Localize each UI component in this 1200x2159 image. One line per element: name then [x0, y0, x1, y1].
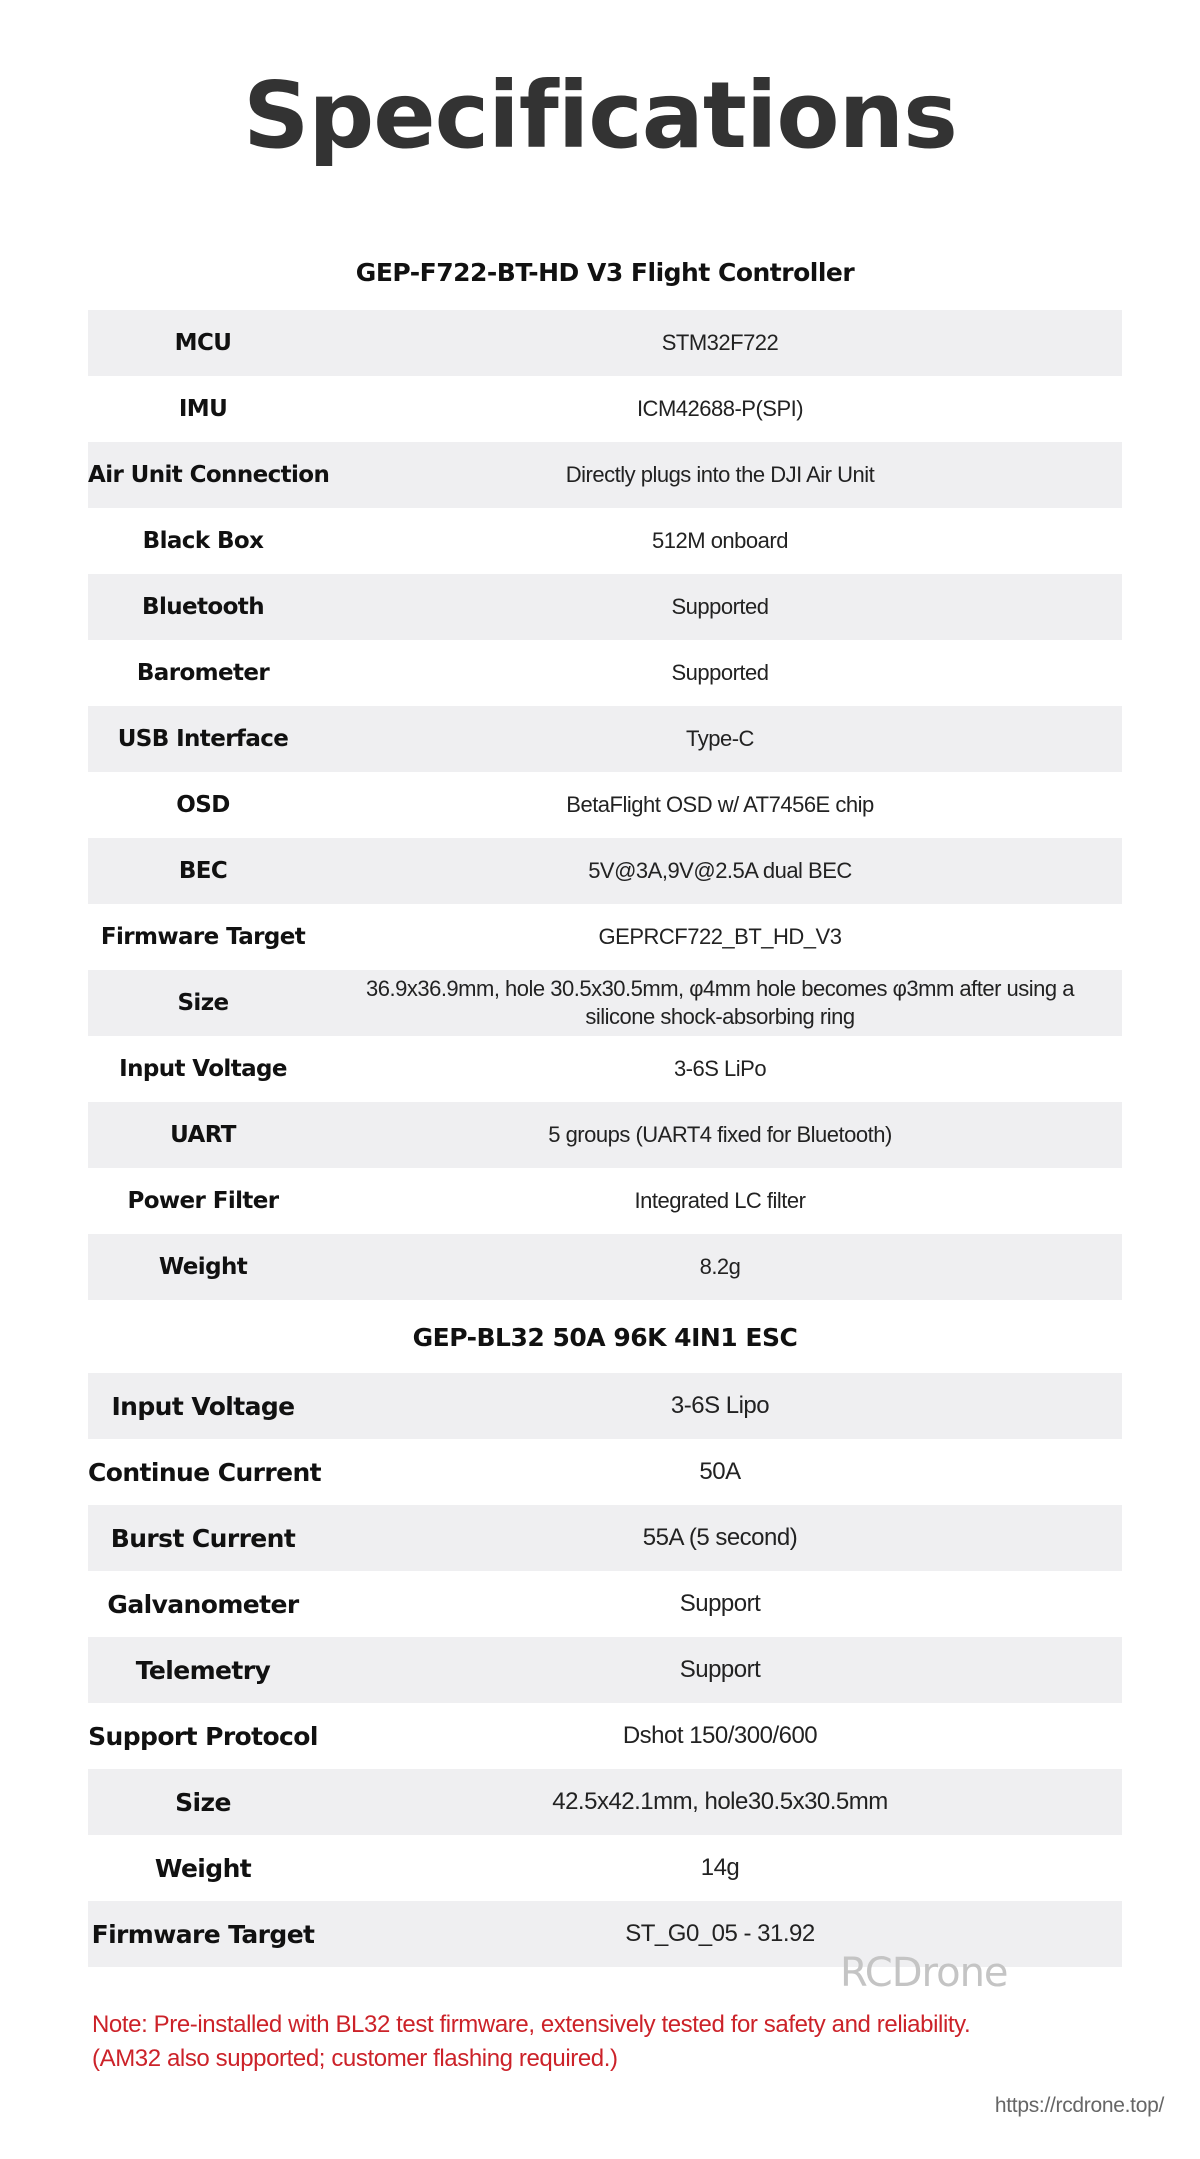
spec-label: BEC — [178, 858, 228, 884]
spec-value: ICM42688-P(SPI) — [636, 396, 804, 421]
spec-value: Integrated LC filter — [634, 1188, 806, 1213]
spec-row — [88, 1036, 1122, 1102]
spec-value: 3-6S LiPo — [673, 1056, 767, 1081]
footer-url[interactable]: https://rcdrone.top/ — [994, 2094, 1164, 2117]
spec-label: UART — [170, 1122, 236, 1148]
spec-row — [88, 772, 1122, 838]
spec-value: GEPRCF722_BT_HD_V3 — [598, 924, 842, 949]
spec-row — [88, 376, 1122, 442]
spec-row — [88, 1102, 1122, 1168]
spec-label: Burst Current — [110, 1523, 296, 1553]
spec-row — [88, 310, 1122, 376]
spec-label: Galvanometer — [107, 1589, 299, 1619]
spec-value: Type-C — [686, 726, 754, 751]
spec-value: 8.2g — [699, 1254, 741, 1279]
note-line: (AM32 also supported; customer flashing required.) — [92, 2045, 618, 2072]
spec-value: Supported — [671, 660, 769, 685]
spec-row — [88, 1234, 1122, 1300]
watermark: RCDrone — [840, 1950, 1008, 1996]
spec-row — [88, 1769, 1122, 1835]
flight-controller-spec-table — [88, 310, 1122, 1300]
spec-row — [88, 442, 1122, 508]
spec-value: 55A (5 second) — [642, 1524, 798, 1551]
spec-value: 14g — [700, 1854, 740, 1881]
spec-row — [88, 838, 1122, 904]
spec-row — [88, 1505, 1122, 1571]
spec-value: ST_G0_05 - 31.92 — [625, 1920, 815, 1947]
spec-row — [88, 1703, 1122, 1769]
spec-label: Air Unit Connection — [88, 462, 330, 488]
spec-row — [88, 1637, 1122, 1703]
spec-label: OSD — [176, 792, 230, 818]
spec-label: Firmware Target — [91, 1919, 315, 1949]
spec-row — [88, 1373, 1122, 1439]
page-title: Specifications — [243, 62, 957, 169]
spec-value: Support — [679, 1656, 761, 1683]
spec-label: Support Protocol — [88, 1721, 318, 1751]
spec-value: 512M onboard — [652, 528, 788, 553]
spec-row — [88, 904, 1122, 970]
spec-row — [88, 1835, 1122, 1901]
spec-label: Size — [177, 990, 229, 1016]
spec-value: 3-6S Lipo — [670, 1392, 770, 1419]
spec-label: Black Box — [142, 528, 264, 554]
flight-controller-heading: GEP-F722-BT-HD V3 Flight Controller — [355, 258, 855, 287]
spec-label: Barometer — [136, 660, 270, 686]
spec-value: 42.5x42.1mm, hole30.5x30.5mm — [552, 1788, 888, 1815]
spec-label: USB Interface — [117, 726, 289, 752]
spec-row — [88, 508, 1122, 574]
spec-row — [88, 574, 1122, 640]
spec-row — [88, 706, 1122, 772]
spec-label: Input Voltage — [119, 1056, 287, 1082]
spec-label: Power Filter — [127, 1188, 279, 1214]
spec-label: IMU — [178, 396, 228, 422]
spec-value: BetaFlight OSD w/ AT7456E chip — [566, 792, 874, 817]
spec-value: Supported — [671, 594, 769, 619]
spec-value: Support — [679, 1590, 761, 1617]
spec-label: Size — [175, 1787, 231, 1817]
spec-label: Continue Current — [88, 1457, 322, 1487]
note-line: Note: Pre-installed with BL32 test firmware, extensively tested for safety and reliability. — [92, 2011, 971, 2038]
spec-label: Input Voltage — [111, 1391, 295, 1421]
spec-value: STM32F722 — [661, 330, 779, 355]
spec-value: 5V@3A,9V@2.5A dual BEC — [588, 858, 852, 883]
spec-row — [88, 1571, 1122, 1637]
esc-spec-table — [88, 1373, 1122, 1967]
spec-value: Dshot 150/300/600 — [622, 1722, 818, 1749]
spec-value: 50A — [699, 1458, 741, 1485]
spec-value: 36.9x36.9mm, hole 30.5x30.5mm, φ4mm hole becomes φ3mm after using a silicone shock-absorbing ring — [366, 976, 1074, 1029]
spec-row — [88, 1439, 1122, 1505]
spec-value: Directly plugs into the DJI Air Unit — [565, 462, 875, 487]
spec-label: Weight — [154, 1853, 252, 1883]
spec-row — [88, 640, 1122, 706]
spec-label: Firmware Target — [100, 924, 306, 950]
esc-heading: GEP-BL32 50A 96K 4IN1 ESC — [412, 1323, 798, 1352]
spec-row — [88, 1168, 1122, 1234]
spec-row — [88, 970, 1122, 1036]
spec-label: Weight — [158, 1254, 248, 1280]
firmware-note — [92, 2008, 970, 2076]
spec-value: 5 groups (UART4 fixed for Bluetooth) — [548, 1122, 892, 1147]
spec-label: MCU — [174, 330, 232, 356]
spec-label: Bluetooth — [142, 594, 264, 620]
spec-label: Telemetry — [135, 1655, 271, 1685]
